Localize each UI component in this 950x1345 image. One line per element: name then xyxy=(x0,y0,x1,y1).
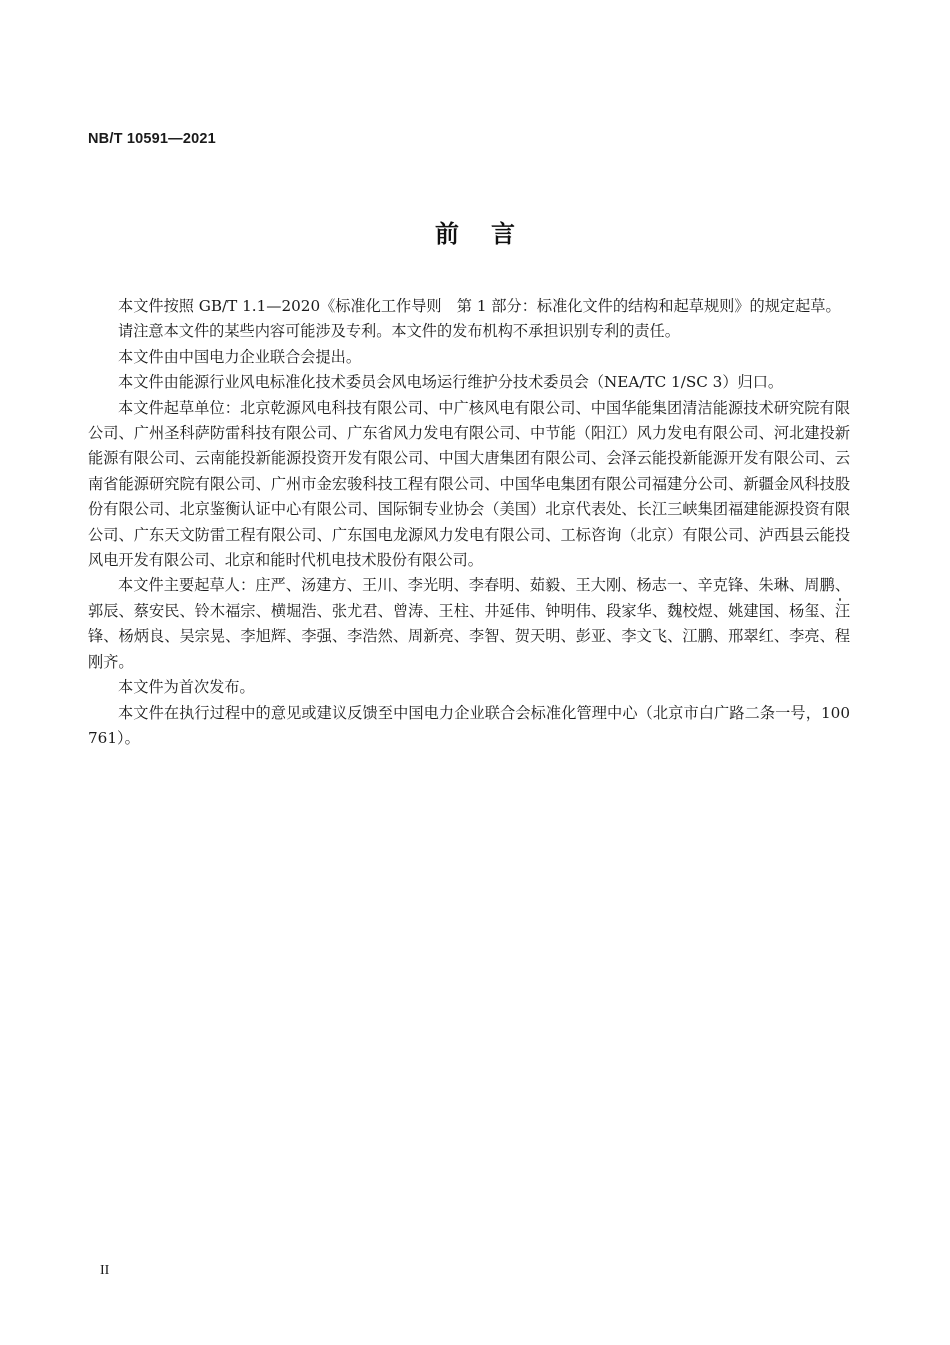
page-number: II xyxy=(100,1263,110,1278)
document-code: NB/T 10591—2021 xyxy=(88,131,216,147)
paragraph-drafting-rules: 本文件按照 GB/T 1.1—2020《标准化工作导则 第 1 部分：标准化文件的结构和起草规则》的规定起草。 xyxy=(118,297,841,315)
paragraph-proposer: 本文件由中国电力企业联合会提出。 xyxy=(118,347,361,366)
paragraph-patent-notice: 请注意本文件的某些内容可能涉及专利。本文件的发布机构不承担识别专利的责任。 xyxy=(118,322,680,341)
foreword-body xyxy=(88,294,850,751)
paragraph-technical-committee: 本文件由能源行业风电标准化技术委员会风电场运行维护分技术委员会（NEA/TC 1/SC 3）归口。 xyxy=(118,373,784,392)
paragraph-drafting-units: 本文件起草单位：北京乾源风电科技有限公司、中广核风电有限公司、中国华能集团清洁能源技术研究院有限公司、广州圣科萨防雷科技有限公司、广东省风力发电有限公司、中节能（阳江）风力发电有限公司、河北建投新能源有限公司、云南能投新能源投资开发有限公司、中国大唐集团有限公司、会泽云能投新能源开发有限公司、云南省能源研究院有限公司、广州市金宏骏科技工程有限公司、中国华电集团有限公司福建分公司、新疆金风科技股份有限公司、北京鉴衡认证中心有限公司、国际铜专业协会（美国）北京代表处、长江三峡集团福建能源投资有限公司、广东天文防雷工程有限公司、广东国电龙源风力发电有限公司、工标咨询（北京）有限公司、泸西县云能投风电开发有限公司、北京和能时代机电技术股份有限公司。 xyxy=(88,398,850,570)
paragraph-drafters: 本文件主要起草人：庄严、汤建方、王川、李光明、李春明、茹毅、王大刚、杨志一、辛克锋、朱琳、周鹏、郭辰、蔡安民、铃木福宗、横堀浩、张尤君、曾涛、王柱、井延伟、钟明伟、段家华、魏校煜、姚建国、杨玺、汪锋、杨炳良、吴宗晃、李旭辉、李强、李浩然、周新亮、李智、贺天明、彭亚、李文飞、江鹏、邢翠红、李亮、程刚齐。 xyxy=(88,576,850,671)
paragraph-feedback: 本文件在执行过程中的意见或建议反馈至中国电力企业联合会标准化管理中心（北京市白广路二条一号，100761）。 xyxy=(88,703,850,747)
scan-speck xyxy=(839,598,841,601)
paragraph-first-release: 本文件为首次发布。 xyxy=(118,678,255,697)
section-title: 前言 xyxy=(435,220,547,248)
